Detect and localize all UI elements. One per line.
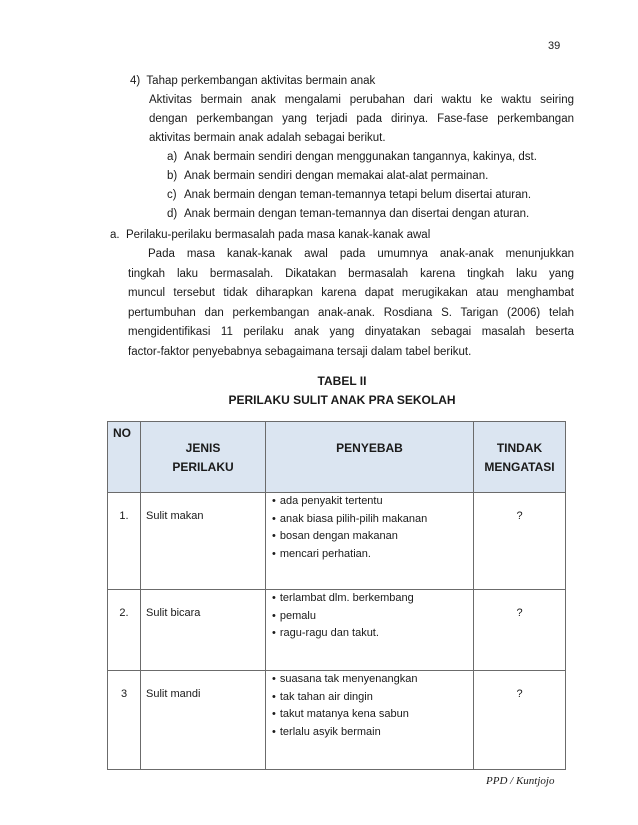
paragraph-line: pertumbuhan dan perkembangan anak-anak. Rosdiana S. Tarigan (2006) telah [128, 306, 574, 319]
cell-text: Sulit mandi [146, 688, 201, 700]
paragraph-line: aktivitas bermain anak adalah sebagai berikut. [149, 132, 386, 144]
heading-marker: a. [110, 229, 120, 241]
header-penyebab [266, 422, 474, 493]
list-item [167, 167, 574, 186]
section-paragraph [149, 91, 574, 148]
header-text: NO [113, 426, 131, 440]
cell-tindak [474, 590, 566, 671]
header-text: MENGATASI [484, 460, 555, 474]
list-item [167, 205, 574, 224]
table-row [108, 493, 566, 590]
cell-text: 1. [119, 510, 129, 522]
page-number: 39 [548, 40, 561, 52]
section-paragraph [128, 245, 574, 362]
heading-text: Perilaku-perilaku bermasalah pada masa kanak-kanak awal [125, 229, 431, 241]
list-marker: a) [167, 151, 178, 163]
cause-item: • suasana tak menyenangkan [272, 671, 473, 689]
table-title-line: PERILAKU SULIT ANAK PRA SEKOLAH [228, 393, 456, 407]
paragraph-line: mengidentifikasi 11 perilaku anak yang dinyatakan sebagai masalah beserta [128, 326, 574, 338]
table-header-row [108, 422, 566, 493]
cause-item: • bosan dengan makanan [272, 528, 473, 546]
header-jenis [141, 422, 266, 493]
cell-text: Sulit makan [146, 510, 204, 522]
table-row [108, 590, 566, 671]
header-text: JENIS [185, 441, 221, 455]
header-text: PENYEBAB [336, 441, 403, 455]
list-item [167, 186, 574, 205]
cell-text: ? [516, 510, 523, 522]
cause-item: • tak tahan air dingin [272, 689, 473, 707]
list-item-text: Anak bermain dengan teman-temannya tetapi belum disertai aturan. [184, 189, 532, 201]
header-text: PERILAKU [172, 460, 234, 474]
paragraph-line: Aktivitas bermain anak mengalami perubahan dari waktu ke waktu seiring [149, 94, 574, 106]
cell-no [108, 671, 141, 770]
heading-text: Tahap perkembangan aktivitas bermain anak [146, 75, 376, 87]
cell-jenis [141, 590, 266, 671]
cell-penyebab [266, 590, 474, 671]
paragraph-line: dengan perkembangan yang terjadi pada dirinya. Fase-fase perkembangan [149, 113, 574, 125]
cause-item: • ragu-ragu dan takut. [272, 625, 473, 643]
paragraph-line: tingkah laku bermasalah. Dikatakan bermasalah karena tingkah laku yang [128, 267, 574, 280]
cell-no [108, 590, 141, 671]
list-item-text: Anak bermain dengan teman-temannya dan disertai dengan aturan. [184, 208, 530, 220]
cause-item: • anak biasa pilih-pilih makanan [272, 511, 473, 529]
section-heading [110, 226, 574, 245]
list-marker: c) [167, 189, 177, 201]
paragraph-line: muncul tersebut tidak diharapkan karena dapat merugikakan atau menghambat [128, 287, 574, 299]
list-item [167, 148, 574, 167]
cell-jenis [141, 493, 266, 590]
behavior-table [107, 421, 566, 770]
cell-text: Sulit bicara [146, 607, 201, 619]
cell-penyebab [266, 493, 474, 590]
cell-jenis [141, 671, 266, 770]
section-heading [130, 72, 574, 91]
header-text: TINDAK [496, 441, 543, 455]
section-play-development [130, 72, 574, 224]
cell-text: ? [516, 688, 523, 700]
section-problem-behaviors [110, 226, 574, 362]
paragraph-line: Pada masa kanak-kanak awal pada umumnya anak-anak menunjukkan [148, 248, 574, 260]
header-no [108, 422, 141, 493]
table-title-line: TABEL II [317, 374, 367, 388]
cause-item: • mencari perhatian. [272, 546, 473, 564]
cause-list [266, 671, 473, 741]
list-marker: b) [167, 170, 178, 182]
list-item-text: Anak bermain sendiri dengan menggunakan tangannya, kakinya, dst. [184, 151, 537, 163]
header-wrap [474, 422, 565, 477]
cell-no [108, 493, 141, 590]
cause-item: • pemalu [272, 608, 473, 626]
cause-item: • terlambat dlm. berkembang [272, 590, 473, 608]
play-phase-list [130, 148, 574, 224]
header-tindak [474, 422, 566, 493]
cause-list [266, 493, 473, 563]
list-item-text: Anak bermain sendiri dengan memakai alat-alat permainan. [184, 170, 489, 182]
table-row [108, 671, 566, 770]
cell-tindak [474, 671, 566, 770]
cause-item: • takut matanya kena sabun [272, 706, 473, 724]
cell-penyebab [266, 671, 474, 770]
cell-tindak [474, 493, 566, 590]
list-marker: d) [167, 208, 178, 220]
page-footer: PPD / Kuntjojo [486, 775, 555, 787]
table-title [110, 372, 574, 410]
cell-text: 3 [120, 688, 128, 700]
heading-marker: 4) [130, 75, 141, 87]
cell-text: 2. [119, 607, 129, 619]
cause-list [266, 590, 473, 643]
header-wrap [141, 422, 265, 477]
paragraph-line: factor-faktor penyebabnya sebagaimana tersaji dalam tabel berikut. [128, 345, 472, 358]
cause-item: • ada penyakit tertentu [272, 493, 473, 511]
cell-text: ? [516, 607, 523, 619]
cause-item: • terlalu asyik bermain [272, 724, 473, 742]
